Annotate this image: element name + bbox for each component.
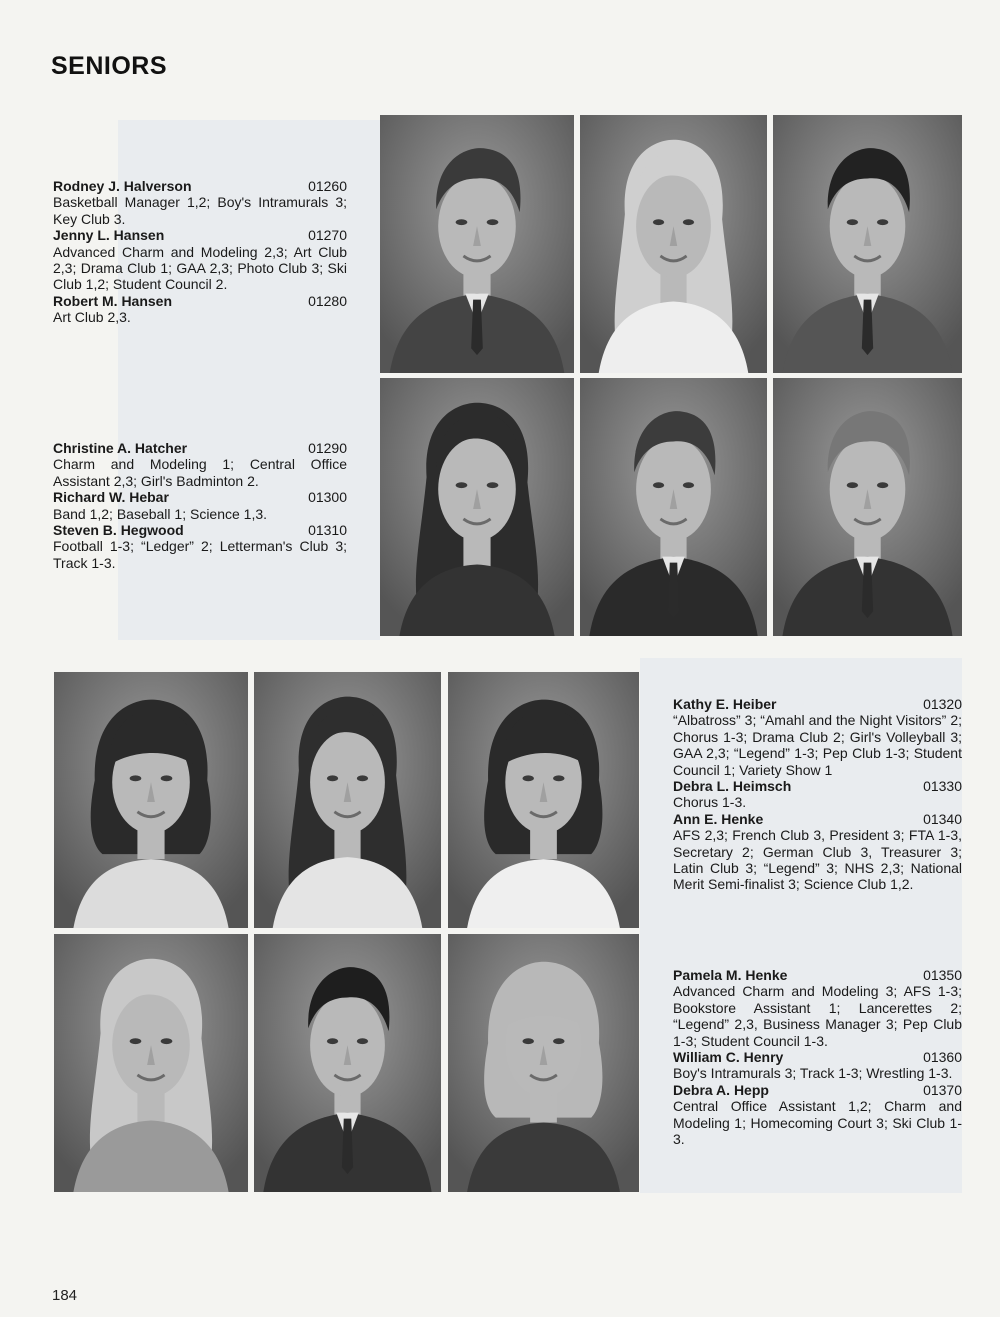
senior-entry <box>53 227 347 293</box>
senior-id: 01330 <box>923 778 962 795</box>
portrait-silhouette <box>773 115 962 373</box>
portrait-silhouette <box>448 934 639 1192</box>
senior-name: Debra L. Heimsch <box>673 778 792 795</box>
senior-name: Robert M. Hansen <box>53 292 173 309</box>
portrait-silhouette <box>254 672 441 928</box>
senior-entry <box>53 293 347 326</box>
senior-entry <box>673 1082 962 1148</box>
senior-id: 01340 <box>923 810 962 827</box>
senior-id: 01320 <box>923 696 962 712</box>
senior-name: Christine A. Hatcher <box>53 440 188 456</box>
portrait-photo <box>448 934 639 1192</box>
senior-activities: Advanced Charm and Modeling 2,3; Art Club 2,3; Drama Club 1; GAA 2,3; Photo Club 3; Ski Club 1,2; Student Council 2. <box>53 243 347 293</box>
portrait-photo <box>580 378 767 636</box>
portrait-photo <box>254 672 441 928</box>
senior-entry <box>673 696 962 778</box>
senior-entry <box>673 1049 962 1082</box>
senior-id: 01300 <box>308 489 347 506</box>
senior-entry <box>673 811 962 893</box>
senior-activities: Advanced Charm and Modeling 3; AFS 1-3; Bookstore Assistant 1; Lancerettes 2; “Legend” 2,3, Business Manager 3; Pep Club 1-3; Student Council 1-3. <box>673 983 962 1049</box>
senior-activities: Central Office Assistant 1,2; Charm and Modeling 1; Homecoming Court 3; Ski Club 1-3. <box>673 1098 962 1148</box>
bio-block-group1 <box>53 178 347 326</box>
senior-activities: Boy's Intramurals 3; Track 1-3; Wrestling 1-3. <box>673 1065 953 1082</box>
senior-activities: Art Club 2,3. <box>53 309 131 326</box>
portrait-photo <box>254 934 441 1192</box>
portrait-photo <box>773 115 962 373</box>
senior-entry <box>673 778 962 811</box>
senior-activities: Chorus 1-3. <box>673 794 747 811</box>
page-number: 184 <box>52 1287 78 1304</box>
portrait-silhouette <box>448 672 639 928</box>
senior-activities: Band 1,2; Baseball 1; Science 1,3. <box>53 505 268 522</box>
portrait-silhouette <box>54 934 248 1192</box>
senior-id: 01360 <box>923 1049 962 1066</box>
page-title: SENIORS <box>51 52 168 80</box>
portrait-photo <box>54 672 248 928</box>
portrait-photo <box>580 115 767 373</box>
senior-id: 01290 <box>308 440 347 456</box>
senior-name: Ann E. Henke <box>673 810 764 827</box>
senior-name: William C. Henry <box>673 1049 784 1066</box>
senior-activities: Basketball Manager 1,2; Boy's Intramurals 3; Key Club 3. <box>53 194 347 227</box>
senior-entry <box>673 967 962 1049</box>
bio-block-group4 <box>673 967 962 1147</box>
senior-id: 01370 <box>923 1081 962 1098</box>
portrait-silhouette <box>580 378 767 636</box>
senior-name: Kathy E. Heiber <box>673 696 777 712</box>
senior-entry <box>53 178 347 227</box>
senior-id: 01350 <box>923 967 962 983</box>
portrait-silhouette <box>254 934 441 1192</box>
senior-id: 01270 <box>308 227 347 244</box>
senior-id: 01280 <box>308 292 347 309</box>
portrait-photo <box>380 115 574 373</box>
senior-entry <box>53 489 347 522</box>
senior-id: 01260 <box>308 178 347 194</box>
senior-entry <box>53 440 347 489</box>
senior-activities: AFS 2,3; French Club 3, President 3; FTA 1-3, Secretary 2; German Club 3, Treasurer 3; Latin Club 3; “Legend” 3; NHS 2,3; National Merit Semi-finalist 3; Science Club 1,2. <box>673 827 962 893</box>
senior-name: Pamela M. Henke <box>673 967 788 983</box>
senior-activities: Football 1-3; “Ledger” 2; Letterman's Club 3; Track 1-3. <box>53 538 347 571</box>
portrait-silhouette <box>380 115 574 373</box>
portrait-photo <box>54 934 248 1192</box>
senior-name: Debra A. Hepp <box>673 1081 769 1098</box>
bio-block-group2 <box>53 440 347 571</box>
bio-block-group3 <box>673 696 962 893</box>
portrait-photo <box>448 672 639 928</box>
senior-name: Rodney J. Halverson <box>53 178 192 194</box>
portrait-photo <box>773 378 962 636</box>
portrait-silhouette <box>380 378 574 636</box>
senior-name: Richard W. Hebar <box>53 489 169 506</box>
senior-id: 01310 <box>308 522 347 539</box>
portrait-silhouette <box>773 378 962 636</box>
senior-name: Steven B. Hegwood <box>53 522 184 539</box>
portrait-silhouette <box>54 672 248 928</box>
senior-activities: “Albatross” 3; “Amahl and the Night Visitors” 2; Chorus 1-3; Drama Club 2; Girl's Volleyball 3; GAA 2,3; “Legend” 1-3; Pep Club 1-3; Student Council 1; Variety Show 1 <box>673 712 962 778</box>
senior-activities: Charm and Modeling 1; Central Office Assistant 2,3; Girl's Badminton 2. <box>53 456 347 489</box>
portrait-silhouette <box>580 115 767 373</box>
senior-entry <box>53 522 347 571</box>
portrait-photo <box>380 378 574 636</box>
senior-name: Jenny L. Hansen <box>53 227 165 244</box>
